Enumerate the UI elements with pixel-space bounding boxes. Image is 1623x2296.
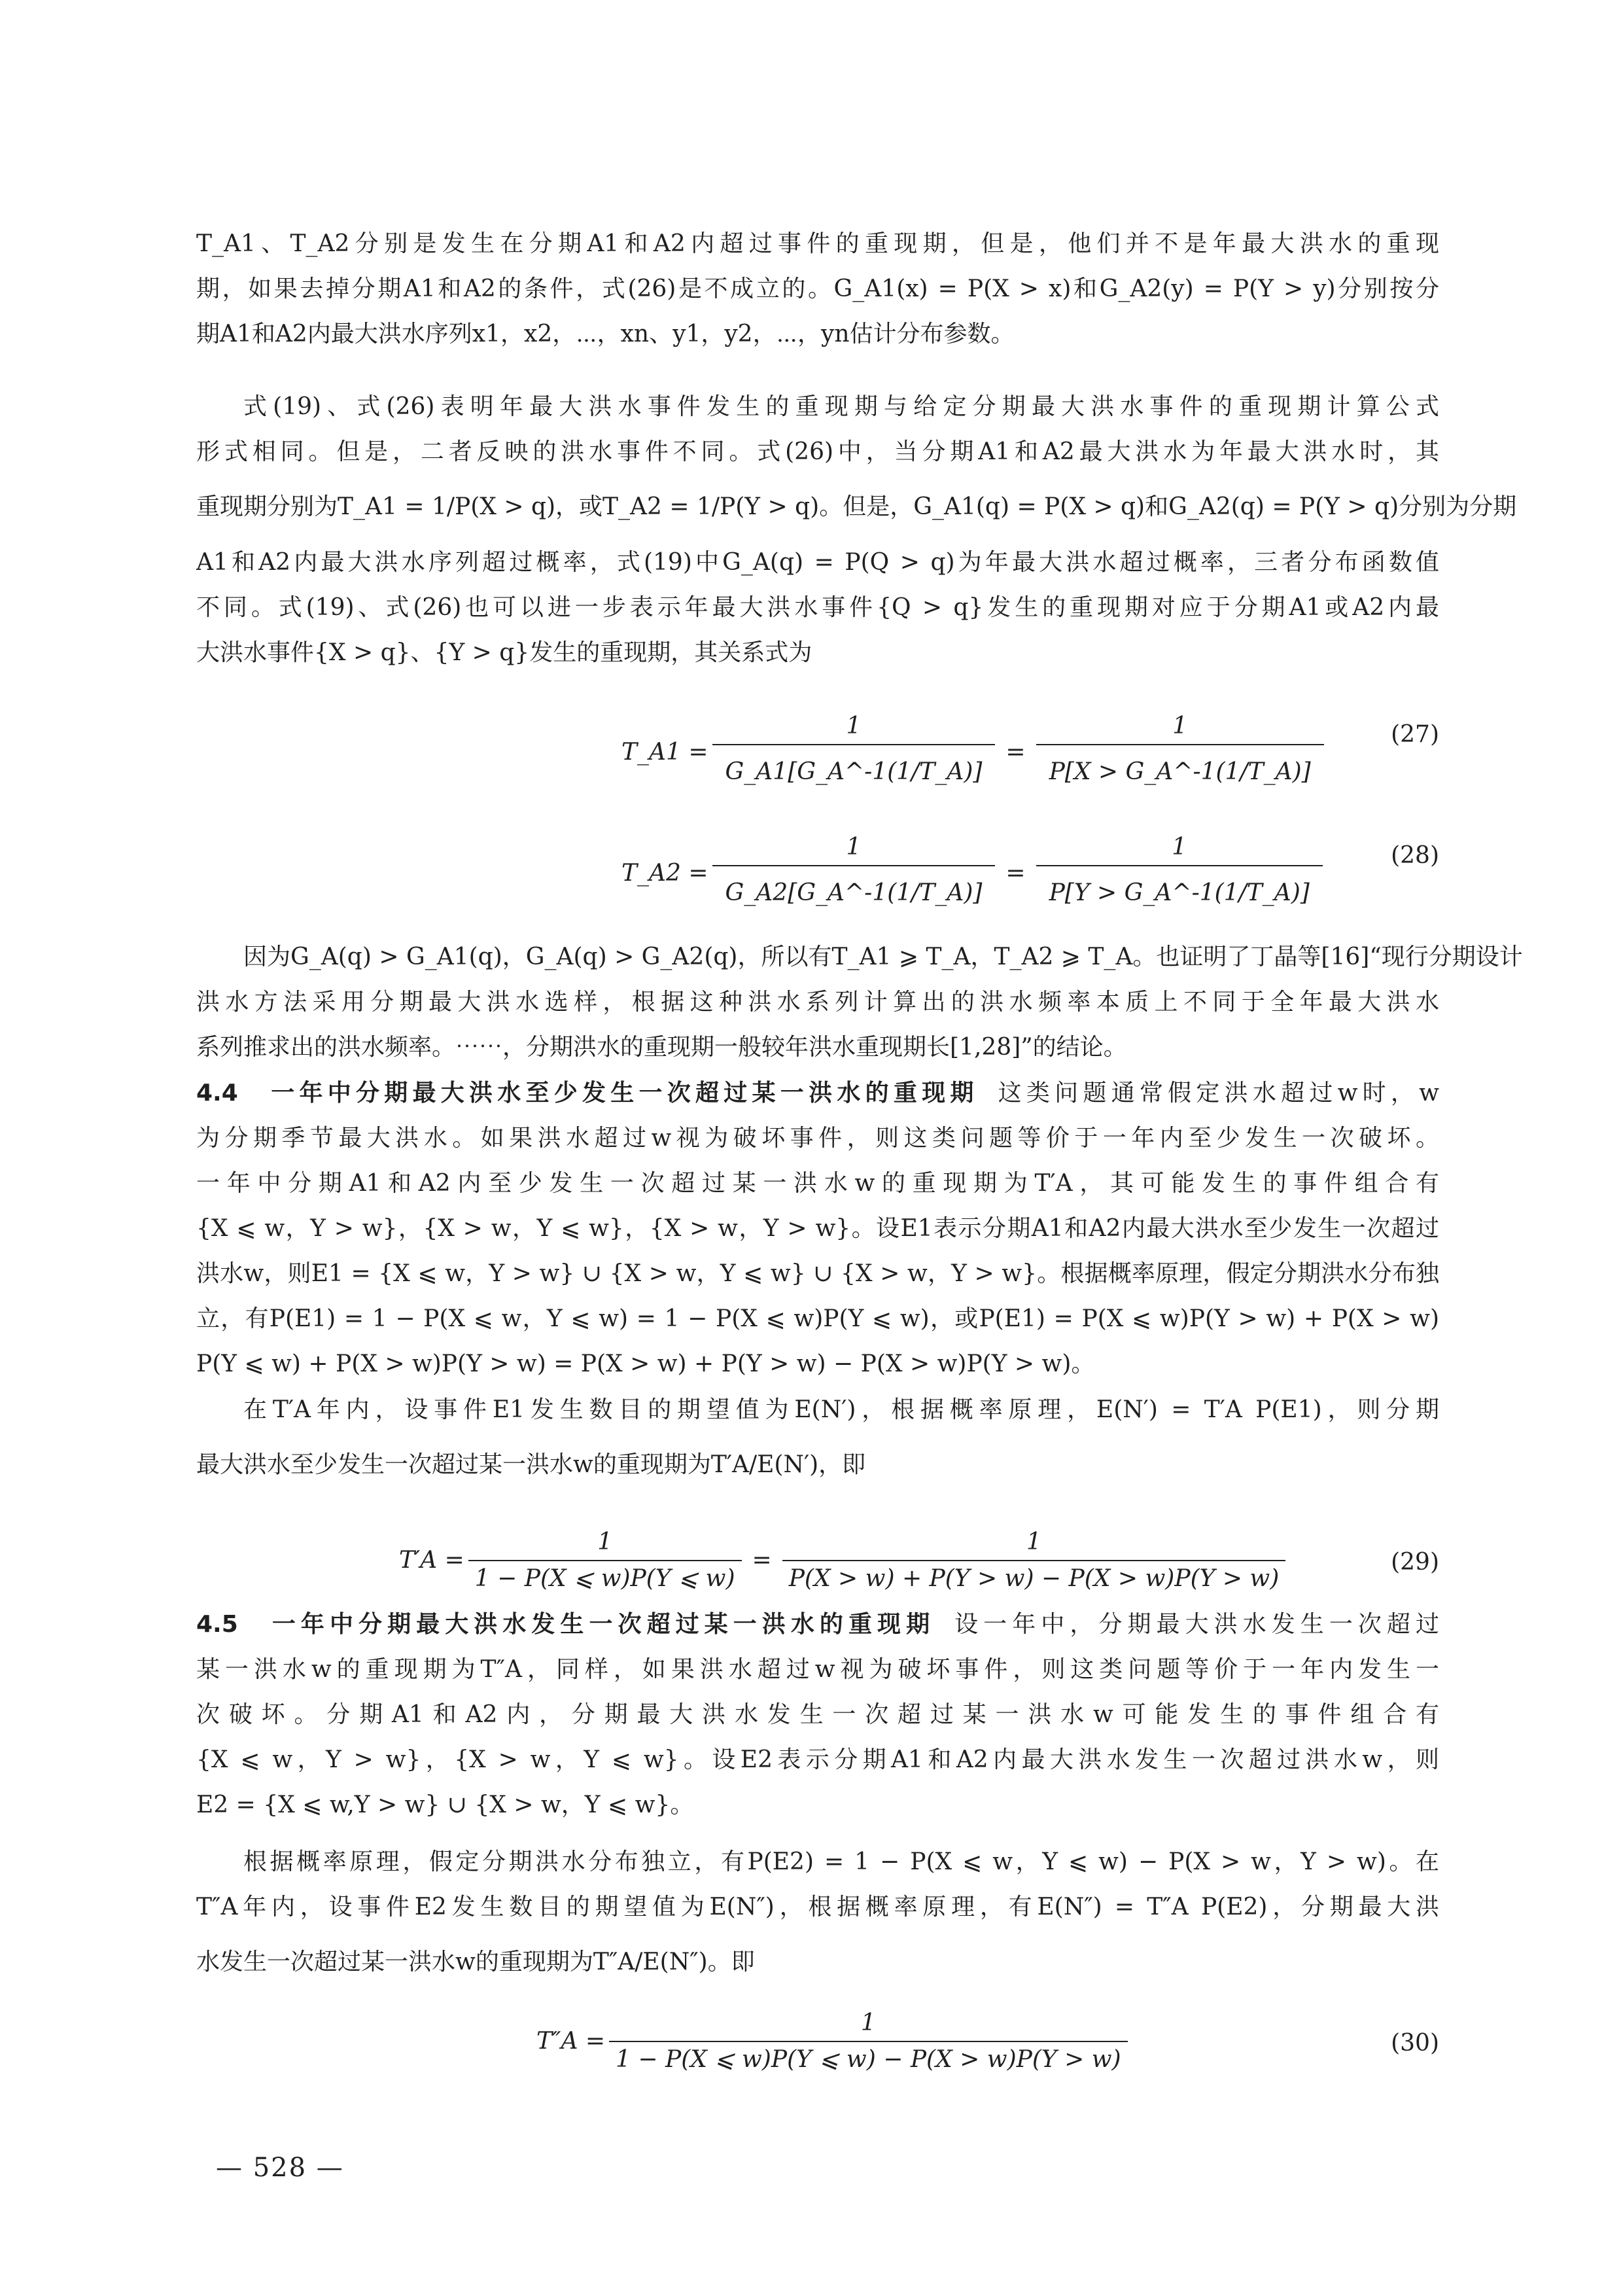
paragraph-2 bbox=[196, 384, 1517, 675]
text-line: 系列推求出的洪水频率。⋯⋯，分期洪水的重现期一般较年洪水重现期长[1,28]”的结论。 bbox=[196, 1034, 1127, 1061]
eq27-numerator-2: 1 bbox=[1172, 713, 1188, 739]
text-line: 根据概率原理，假定分期洪水分布独立，有P(E2) = 1 − P(X ⩽ w，Y ⩽ w) − P(X > w，Y > w)。在 bbox=[243, 1848, 1439, 1875]
text-line: 立，有P(E1) = 1 − P(X ⩽ w，Y ⩽ w) = 1 − P(X ⩽ w)P(Y ⩽ w)，或P(E1) = P(X ⩽ w)P(Y > w) + P(X > w) bbox=[196, 1305, 1439, 1332]
text-line: 因为G_A(q) > G_A1(q)，G_A(q) > G_A2(q)，所以有T_A1 ⩾ T_A，T_A2 ⩾ T_A。也证明了丁晶等[16]“现行分期设计 bbox=[243, 944, 1523, 970]
equation-number: (29) bbox=[1391, 1549, 1439, 1576]
page-number: — 528 — bbox=[216, 2153, 344, 2183]
text-line: 重现期分别为T_A1 = 1/P(X > q)，或T_A2 = 1/P(Y > q)。但是，G_A1(q) = P(X > q)和G_A2(q) = P(Y > q)分别为分期 bbox=[196, 493, 1517, 520]
text-run: 这类问题通常假定洪水超过w时，w bbox=[998, 1080, 1439, 1106]
eq29-denominator-1: 1 − P(X ⩽ w)P(Y ⩽ w) bbox=[468, 1560, 742, 1594]
text-line: 期A1和A2内最大洪水序列x1，x2，⋯，xn、y1，y2，⋯，yn估计分布参数。 bbox=[196, 321, 1015, 347]
text-line: 一年中分期A1和A2内至少发生一次超过某一洪水w的重现期为T′A，其可能发生的事件组合有 bbox=[196, 1170, 1439, 1197]
eq28-fraction-2 bbox=[1036, 832, 1323, 915]
text-line: 次破坏。分期A1和A2内，分期最大洪水发生一次超过某一洪水w可能发生的事件组合有 bbox=[196, 1701, 1439, 1728]
eq28-fraction-1 bbox=[712, 832, 996, 915]
text-line: 水发生一次超过某一洪水w的重现期为T″A/E(N″)。即 bbox=[196, 1949, 755, 1975]
text-line: 洪水方法采用分期最大洪水选样，根据这种洪水系列计算出的洪水频率本质上不同于全年最大洪水 bbox=[196, 989, 1439, 1016]
eq28-numerator: 1 bbox=[846, 834, 862, 860]
text-line: {X ⩽ w，Y > w}，{X > w，Y ⩽ w}，{X > w，Y > w}。设E1表示分期A1和A2内最大洪水至少发生一次超过 bbox=[196, 1215, 1439, 1242]
eq28-numerator-2: 1 bbox=[1172, 834, 1187, 860]
equation-number: (30) bbox=[1391, 2030, 1439, 2057]
eq30-lhs: T″A = bbox=[536, 2028, 606, 2055]
text-line: 在T′A年内，设事件E1发生数目的期望值为E(N′)，根据概率原理，E(N′) = T′A P(E1)，则分期 bbox=[243, 1396, 1439, 1423]
section-heading: 4.5 一年中分期最大洪水发生一次超过某一洪水的重现期 bbox=[196, 1611, 935, 1638]
eq29-lhs: T′A = bbox=[399, 1547, 464, 1574]
text-line: 式(19)、式(26)表明年最大洪水事件发生的重现期与给定分期最大洪水事件的重现期计算公式 bbox=[243, 393, 1439, 420]
equation-number: (27) bbox=[1391, 721, 1439, 748]
eq28-denominator-1: G_A2[G_A^-1(1/T_A)] bbox=[712, 865, 996, 915]
eq29-fraction-2 bbox=[782, 1527, 1286, 1594]
paragraph-4 bbox=[196, 1387, 1439, 1498]
section-heading: 4.4 一年中分期最大洪水至少发生一次超过某一洪水的重现期 bbox=[196, 1080, 979, 1106]
text-line: A1和A2内最大洪水序列超过概率，式(19)中G_A(q) = P(Q > q)为年最大洪水超过概率，三者分布函数值 bbox=[196, 549, 1439, 576]
text-line: 为分期季节最大洪水。如果洪水超过w视为破坏事件，则这类问题等价于一年内至少发生一次破坏。 bbox=[196, 1125, 1439, 1152]
equation-30 bbox=[196, 2009, 1439, 2074]
section-4-5 bbox=[196, 1602, 1439, 1828]
eq29-numerator-2: 1 bbox=[1026, 1528, 1041, 1555]
text-line: T″A年内，设事件E2发生数目的期望值为E(N″)，根据概率原理，有E(N″) = T″A P(E2)，分期最大洪 bbox=[196, 1894, 1439, 1920]
eq29-fraction-1 bbox=[468, 1527, 742, 1594]
text-line: 形式相同。但是，二者反映的洪水事件不同。式(26)中，当分期A1和A2最大洪水为年最大洪水时，其 bbox=[196, 438, 1439, 465]
text-line: E2 = {X ⩽ w,Y > w} ∪ {X > w，Y ⩽ w}。 bbox=[196, 1792, 694, 1818]
eq28-denominator-2: P[Y > G_A^-1(1/T_A)] bbox=[1036, 865, 1323, 915]
eq30-fraction bbox=[609, 2008, 1128, 2075]
equation-number: (28) bbox=[1391, 842, 1439, 869]
text-line: 期，如果去掉分期A1和A2的条件，式(26)是不成立的。G_A1(x) = P(X > x)和G_A2(y) = P(Y > y)分别按分 bbox=[196, 275, 1439, 302]
section-4-4 bbox=[196, 1070, 1439, 1386]
text-line: T_A1、T_A2分别是发生在分期A1和A2内超过事件的重现期，但是，他们并不是年最大洪水的重现 bbox=[196, 230, 1439, 257]
eq27-lhs: T_A1 = bbox=[621, 739, 708, 766]
section-first-line bbox=[196, 1602, 1439, 1647]
eq30-denominator: 1 − P(X ⩽ w)P(Y ⩽ w) − P(X > w)P(Y > w) bbox=[609, 2041, 1128, 2075]
eq27-fraction-2 bbox=[1036, 711, 1324, 794]
text-line: 大洪水事件{X > q}、{Y > q}发生的重现期，其关系式为 bbox=[196, 639, 812, 666]
eq30-numerator: 1 bbox=[860, 2009, 876, 2036]
text-line: P(Y ⩽ w) + P(X > w)P(Y > w) = P(X > w) + P(Y > w) − P(X > w)P(Y > w)。 bbox=[196, 1351, 1095, 1377]
text-line: 某一洪水w的重现期为T″A，同样，如果洪水超过w视为破坏事件，则这类问题等价于一年内发生一 bbox=[196, 1656, 1439, 1683]
eq27-numerator: 1 bbox=[846, 713, 862, 739]
eq27-fraction-1 bbox=[712, 711, 996, 794]
equation-28: T_A2 = $\frac{1}{G\_A2[G\_A\^{}-1(1/T\_A)]}$ = $\frac{1}{P[Y > G\_A\^{}-1(1/T\_A)]}$ (28) bbox=[196, 815, 1439, 932]
eq27-denominator-2: P[X > G_A^-1(1/T_A)] bbox=[1036, 744, 1324, 794]
text-line: 洪水w，则E1 = {X ⩽ w，Y > w} ∪ {X > w，Y ⩽ w} ∪ {X > w，Y > w}。根据概率原理，假定分期洪水分布独 bbox=[196, 1260, 1439, 1287]
text-line: {X ⩽ w，Y > w}，{X > w，Y ⩽ w}。设E2表示分期A1和A2内最大洪水发生一次超过洪水w，则 bbox=[196, 1746, 1439, 1773]
section-first-line bbox=[196, 1070, 1439, 1116]
eq29-numerator: 1 bbox=[597, 1528, 613, 1555]
paragraph-5 bbox=[196, 1839, 1439, 1995]
eq27-denominator-1: G_A1[G_A^-1(1/T_A)] bbox=[712, 744, 996, 794]
text-run: 设一年中，分期最大洪水发生一次超过 bbox=[954, 1611, 1439, 1638]
text-line: 不同。式(19)、式(26)也可以进一步表示年最大洪水事件{Q > q}发生的重现期对应于分期A1或A2内最 bbox=[196, 594, 1439, 621]
eq28-lhs: T_A2 = bbox=[621, 860, 708, 887]
paragraph-1 bbox=[196, 221, 1439, 357]
text-line: 最大洪水至少发生一次超过某一洪水w的重现期为T′A/E(N′)，即 bbox=[196, 1451, 866, 1478]
paragraph-3 bbox=[196, 934, 1523, 1070]
equation-27: T_A1 = $\frac{1}{G\_A1[G\_A\^{}-1(1/T\_A)]}$ = $\frac{1}{P[X > G\_A\^{}-1(1/T\_A)]}$ (27) bbox=[196, 694, 1439, 811]
equation-29: T′A = $\frac{1}{1 - P(X ⩽ w)P(Y ⩽ w)}$ = $\frac{1}{P(X > w) + P(Y > w) - P(X > w)P(Y > w)}$ (29) bbox=[196, 1528, 1439, 1593]
eq29-denominator-2: P(X > w) + P(Y > w) − P(X > w)P(Y > w) bbox=[782, 1560, 1286, 1594]
